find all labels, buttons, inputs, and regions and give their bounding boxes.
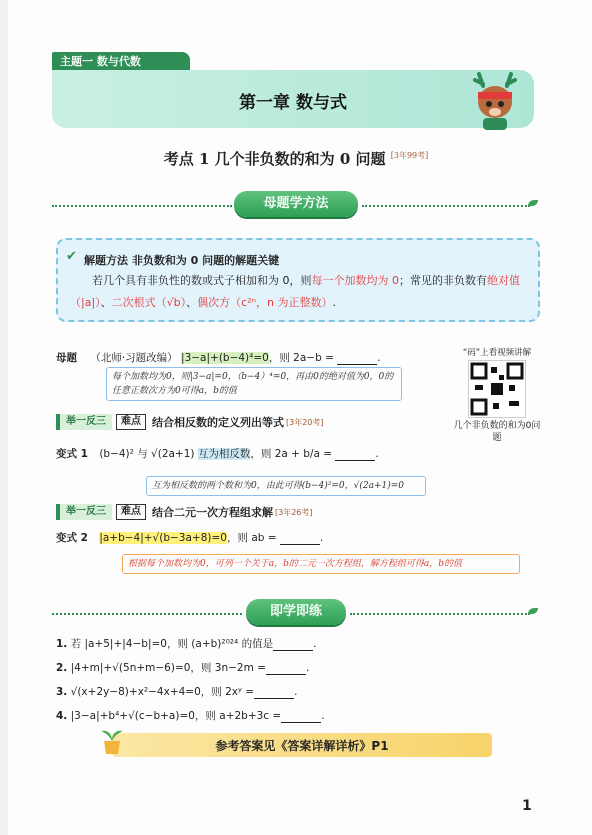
practice-item: [56, 684, 297, 699]
practice-text: |3−a|+b⁴+√(c−b+a)=0，则 a+2b+3c =: [70, 710, 282, 722]
qr-subtitle: 几个非负数的和为0问题: [453, 421, 541, 443]
variant1-difficulty: 难点: [116, 414, 146, 430]
practice-end: .: [305, 662, 310, 674]
method-key-phrase: 每一个加数均为 0: [311, 274, 399, 287]
mother-source: （北师·习题改编）: [90, 352, 178, 364]
variant1-question: ，则 2a + b/a =: [250, 448, 336, 460]
mother-question: ，则 2a−b =: [268, 352, 338, 364]
variant2-note: 根据每个加数均为0，可列一个关于a，b的二元一次方程组，解方程组可得a，b的值: [122, 554, 520, 574]
method-end: .: [332, 296, 336, 309]
method-text: [70, 270, 530, 314]
practice-end: .: [294, 686, 298, 698]
page-number: 1: [522, 798, 532, 814]
mother-label: 母题: [56, 352, 77, 364]
chapter-banner: [52, 70, 534, 128]
variant1-tag-group: [56, 413, 324, 431]
section-divider-left: [52, 205, 232, 207]
practice-text: 若 |a+5|+|4−b|=0，则 (a+b)²⁰²⁴ 的值是: [70, 638, 274, 650]
method-abs: 绝对值（|a|）: [70, 274, 520, 309]
practice-divider-left: [52, 613, 242, 615]
practice-text: |4+m|+√(5n+m−6)=0，则 3n−2m =: [70, 662, 266, 674]
practice-end: .: [313, 638, 317, 650]
answer-blank: [281, 711, 321, 723]
method-sep1: 、: [100, 296, 112, 309]
method-sep2: 、: [186, 296, 198, 309]
qr-caption: “码”上看视频讲解: [462, 348, 532, 358]
variant1-note: 互为相反数的两个数和为0，由此可得(b−4)²=0，√(2a+1)=0: [146, 476, 426, 496]
section-practice-pill: 即学即练: [246, 599, 346, 625]
variant1-expression: (b−4)² 与 √(2a+1): [99, 448, 195, 460]
practice-divider-right: [350, 613, 530, 615]
variant2-difficulty: 难点: [116, 504, 146, 520]
method-root: 二次根式（√b）: [111, 296, 187, 309]
variant2-topic: 结合二元一次方程组求解: [152, 506, 273, 519]
practice-number: 1.: [56, 638, 68, 650]
answer-blank: [280, 533, 320, 545]
practice-item: [56, 708, 325, 723]
variant1-label: 变式 1: [56, 448, 88, 460]
answer-blank: [254, 687, 294, 699]
deer-mascot-icon: [465, 70, 525, 132]
answer-blank: [273, 639, 313, 651]
variant2-tag: 举一反三: [56, 504, 112, 520]
variant1-topic: 结合相反数的定义列出等式: [152, 416, 284, 429]
practice-end: .: [321, 710, 325, 722]
variant2-label: 变式 2: [56, 532, 88, 544]
point-frequency-badge: [3年99考]: [390, 151, 429, 160]
variant2-expression: |a+b−4|+√(b−3a+8)=0: [99, 532, 227, 544]
variant2-problem: 变式 2 |a+b−4|+√(b−3a+8)=0，则 ab = .: [56, 532, 324, 544]
answer-reference-bar: [112, 733, 492, 757]
practice-text: √(x+2y−8)+x²−4x+4=0，则 2xʸ =: [70, 686, 255, 698]
answer-blank: [266, 663, 306, 675]
variant1-problem: 变式 1 (b−4)² 与 √(2a+1) 互为相反数，则 2a + b/a = .: [56, 448, 379, 460]
practice-item: [56, 660, 309, 675]
mother-note: 每个加数均为0，则|3−a|=0，（b−4）⁴=0，再由0的绝对值为0，0的任意正数次方为0可得a，b的值: [106, 367, 402, 401]
chapter-title: 第一章 数与式: [239, 93, 347, 113]
answer-blank: [337, 353, 377, 365]
variant2-question: ，则 ab =: [226, 532, 280, 544]
method-heading: 解题方法 非负数和为 0 问题的解题关键: [84, 254, 280, 267]
variant1-highlight: 互为相反数: [197, 448, 251, 460]
mother-expression: |3−a|+(b−4)⁴=0: [181, 352, 269, 364]
method-text-a: 若几个具有非负性的数或式子相加和为 0，则: [92, 274, 312, 287]
practice-number: 4.: [56, 710, 68, 722]
point-title: [0, 148, 592, 169]
answer-reference: 参考答案见《答案详解详析》P1: [215, 739, 389, 753]
check-icon: ✔: [66, 249, 77, 264]
practice-number: 2.: [56, 662, 68, 674]
variant2-tag-group: [56, 503, 313, 521]
section-method-pill: 母题学方法: [234, 191, 358, 217]
method-even: 偶次方（c²ⁿ，n 为正整数）: [197, 296, 333, 309]
mother-problem: 母题 （北师·习题改编） |3−a|+(b−4)⁴=0，则 2a−b = .: [56, 352, 381, 364]
plant-pot-icon: [100, 727, 124, 755]
section-divider-right: [362, 205, 530, 207]
variant1-badge: [3年20考]: [286, 417, 324, 427]
method-box: [56, 238, 540, 322]
variant1-tag: 举一反三: [56, 414, 112, 430]
method-text-b: ；常见的非负数有: [399, 274, 487, 287]
qr-code-icon: [468, 360, 526, 418]
practice-item: [56, 636, 316, 651]
variant2-badge: [3年26考]: [275, 507, 313, 517]
practice-number: 3.: [56, 686, 68, 698]
point-title-text: 考点 1 几个非负数的和为 0 问题: [163, 150, 386, 168]
topic-tab: 主题一 数与代数: [52, 52, 190, 72]
answer-blank: [335, 449, 375, 461]
